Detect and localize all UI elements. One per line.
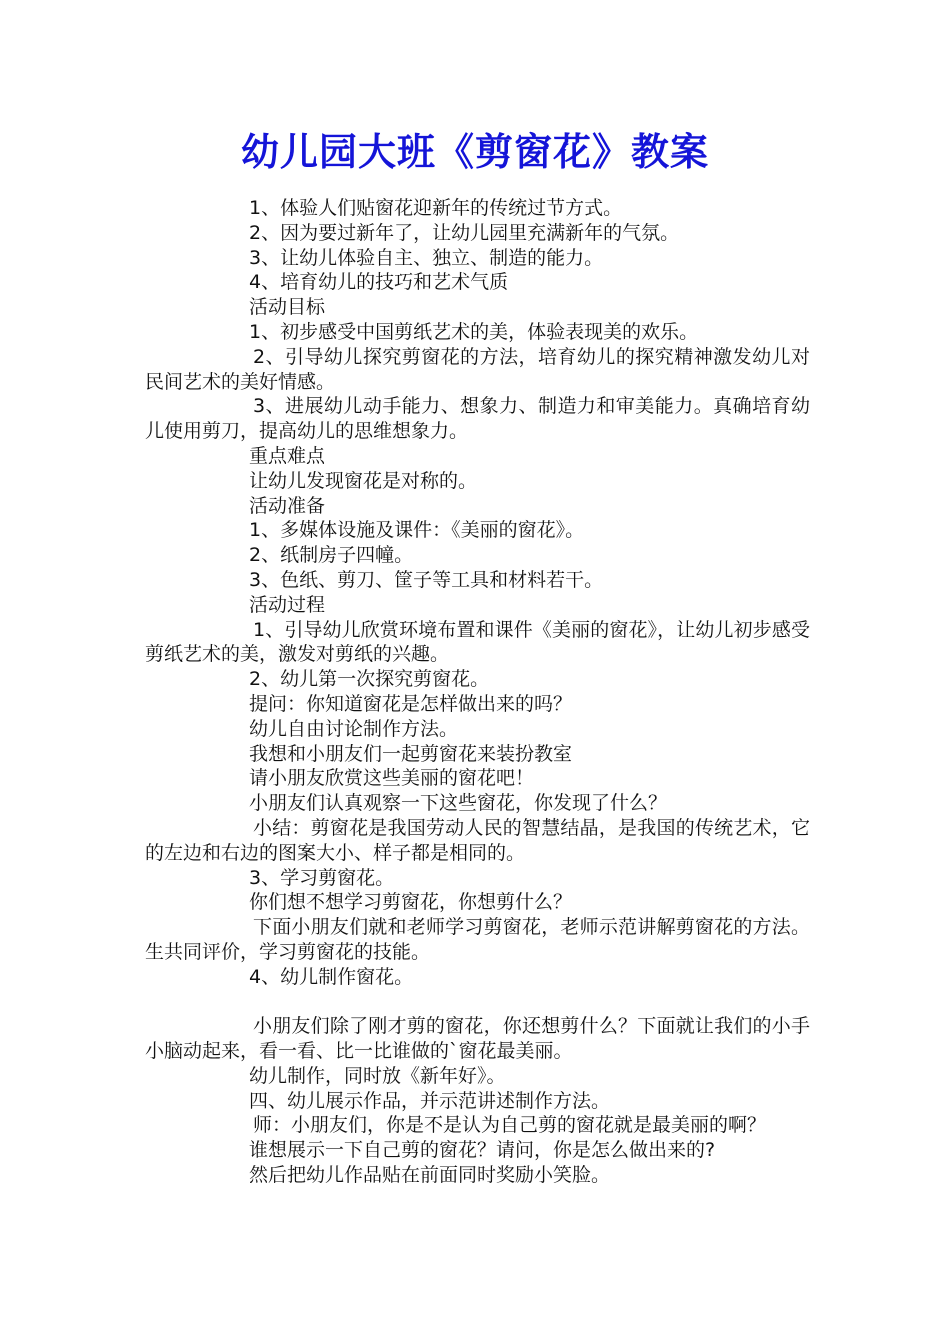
paragraph: 你们想不想学习剪窗花，你想剪什么？ <box>249 891 573 914</box>
section-heading: 活动目标 <box>249 296 326 319</box>
paragraph: 1、引导幼儿欣赏环境布置和课件《美丽的窗花》，让幼儿初步感受剪纸艺术的美，激发对剪纸的兴趣。 <box>145 618 810 666</box>
paragraph: 提问：你知道窗花是怎样做出来的吗？ <box>249 692 573 715</box>
document-title: 幼儿园大班《剪窗花》教案 <box>240 130 709 174</box>
document-body <box>145 196 810 1188</box>
paragraph: 小朋友们认真观察一下这些窗花，你发现了什么？ <box>249 792 668 815</box>
section-heading: 重点难点 <box>249 444 326 467</box>
paragraph: 2、引导幼儿探究剪窗花的方法，培育幼儿的探究精神激发幼儿对民间艺术的美好情感。 <box>145 345 810 393</box>
paragraph: 3、色纸、剪刀、筐子等工具和材料若干。 <box>249 568 604 591</box>
paragraph: 谁想展示一下自己剪的窗花？请问，你是怎么做出来的? <box>249 1139 716 1162</box>
paragraph: 幼儿制作，同时放《新年好》。 <box>249 1064 506 1087</box>
paragraph: 3、学习剪窗花。 <box>249 866 395 889</box>
paragraph: 小朋友们除了刚才剪的窗花，你还想剪什么？下面就让我们的小手小脑动起来，看一看、比一比谁做的`窗花最美丽。 <box>145 1015 810 1063</box>
paragraph: 幼儿自由讨论制作方法。 <box>249 717 459 740</box>
paragraph: 3、让幼儿体验自主、独立、制造的能力。 <box>249 246 604 269</box>
paragraph: 2、幼儿第一次探究剪窗花。 <box>249 668 490 691</box>
paragraph: 3、进展幼儿动手能力、想象力、制造力和审美能力。真确培育幼儿使用剪刀，提高幼儿的思维想象力。 <box>145 395 810 443</box>
paragraph: 师：小朋友们，你是不是认为自己剪的窗花就是最美丽的啊？ <box>253 1114 767 1137</box>
paragraph: 1、初步感受中国剪纸艺术的美，体验表现美的欢乐。 <box>249 320 699 343</box>
paragraph: 2、纸制房子四幢。 <box>249 544 414 567</box>
paragraph: 2、因为要过新年了，让幼儿园里充满新年的气氛。 <box>249 221 680 244</box>
paragraph: 小结：剪窗花是我国劳动人民的智慧结晶，是我国的传统艺术，它的左边和右边的图案大小、样子都是相同的。 <box>145 816 810 864</box>
paragraph: 我想和小朋友们一起剪窗花来装扮教室 <box>249 742 573 765</box>
section-heading: 活动准备 <box>249 494 326 517</box>
paragraph: 请小朋友欣赏这些美丽的窗花吧！ <box>249 767 535 790</box>
paragraph: 4、培育幼儿的技巧和艺术气质 <box>249 271 509 294</box>
section-heading: 活动过程 <box>249 593 326 616</box>
paragraph: 1、体验人们贴窗花迎新年的传统过节方式。 <box>249 197 623 219</box>
paragraph: 4、幼儿制作窗花。 <box>249 965 414 988</box>
paragraph: 然后把幼儿作品贴在前面同时奖励小笑脸。 <box>249 1164 611 1187</box>
paragraph: 下面小朋友们就和老师学习剪窗花，老师示范讲解剪窗花的方法。生共同评价，学习剪窗花的技能。 <box>145 916 810 963</box>
paragraph: 1、多媒体设施及课件：《美丽的窗花》。 <box>249 519 585 542</box>
paragraph: 让幼儿发现窗花是对称的。 <box>249 469 478 492</box>
paragraph: 四、幼儿展示作品，并示范讲述制作方法。 <box>249 1089 611 1112</box>
blank-line <box>145 990 810 1015</box>
